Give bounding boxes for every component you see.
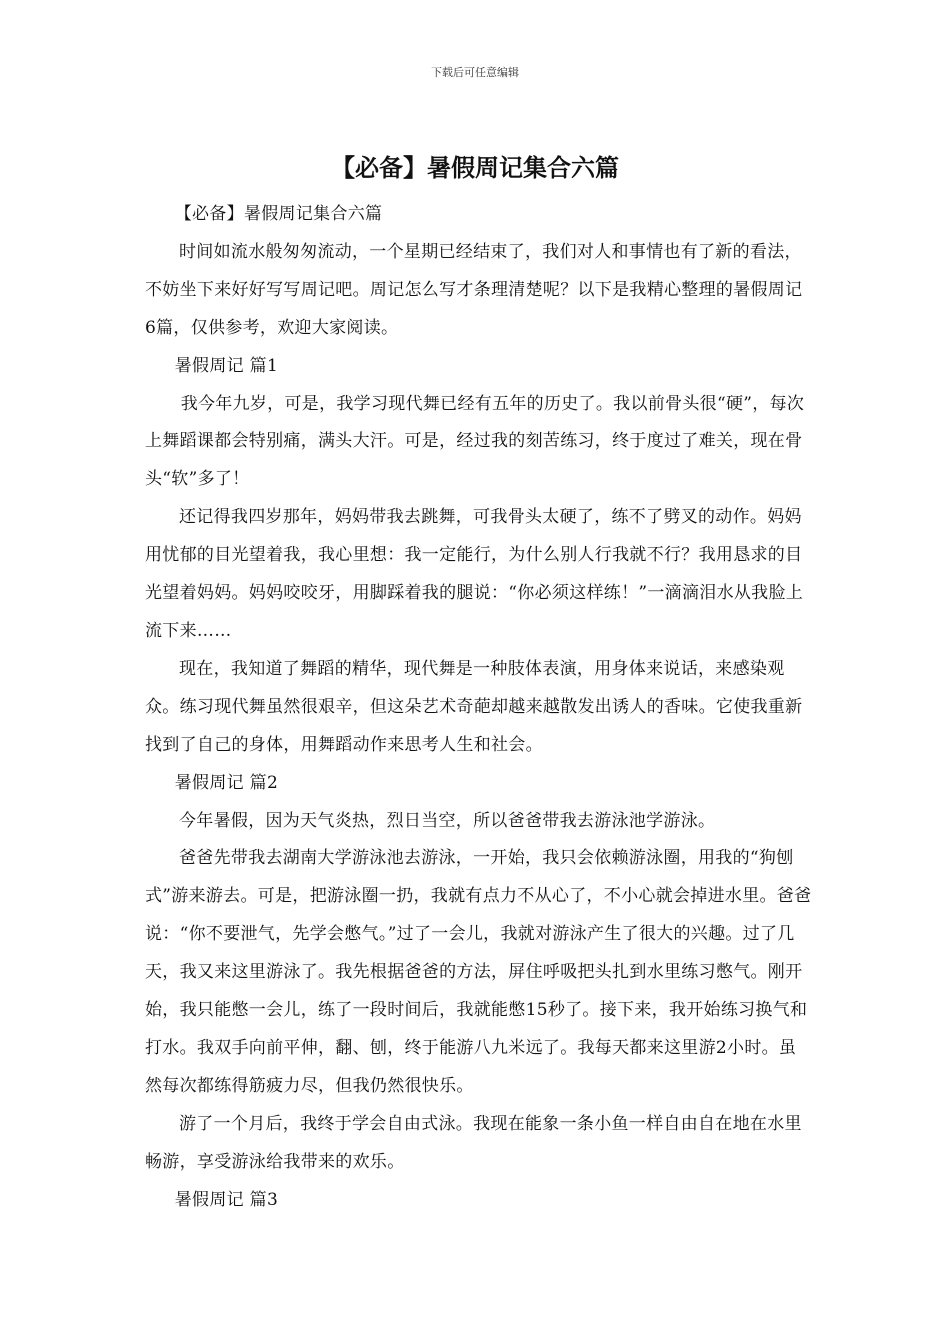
document-title: 【必备】暑假周记集合六篇	[331, 153, 619, 182]
header-note: 下载后可任意编辑	[431, 66, 519, 79]
section-heading-1: 暑假周记 篇1	[174, 355, 279, 376]
body-paragraph: 现在，我知道了舞蹈的精华，现代舞是一种肢体表演，用身体来说话，来感染观众。练习现代舞虽然很艰辛，但这朵艺术奇葩却越来越散发出诱人的香味。它使我重新找到了自己的身体，用舞蹈动作来思考人生和社会。	[145, 658, 803, 755]
body-paragraph: 今年暑假，因为天气炎热，烈日当空，所以爸爸带我去游泳池学游泳。	[179, 810, 716, 831]
document-body	[145, 196, 813, 1219]
subtitle-paragraph: 【必备】暑假周记集合六篇	[174, 204, 383, 224]
section-heading-3: 暑假周记 篇3	[174, 1189, 279, 1210]
intro-paragraph: 时间如流水般匆匆流动，一个星期已经结束了，我们对人和事情也有了新的看法，不妨坐下来好好写写周记吧。周记怎么写才条理清楚呢？以下是我精心整理的暑假周记6篇，仅供参考，欢迎大家阅读。	[145, 241, 803, 338]
section-heading-2: 暑假周记 篇2	[174, 772, 279, 793]
body-paragraph: 我今年九岁，可是，我学习现代舞已经有五年的历史了。我以前骨头很“硬”，每次上舞蹈课都会特别痛，满头大汗。可是，经过我的刻苦练习，终于度过了难关，现在骨头“软”多了！	[145, 393, 805, 490]
body-paragraph: 还记得我四岁那年，妈妈带我去跳舞，可我骨头太硬了，练不了劈叉的动作。妈妈用忧郁的目光望着我，我心里想：我一定能行，为什么别人行我就不行？我用恳求的目光望着妈妈。妈妈咬咬牙，用脚踩着我的腿说：“你必须这样练！”一滴滴泪水从我脸上流下来……	[145, 507, 804, 641]
body-paragraph: 游了一个月后，我终于学会自由式泳。我现在能象一条小鱼一样自由自在地在水里畅游，享受游泳给我带来的欢乐。	[145, 1113, 802, 1172]
body-paragraph: 爸爸先带我去湖南大学游泳池去游泳，一开始，我只会依赖游泳圈，用我的“狗刨式”游来游去。可是，把游泳圈一扔，我就有点力不从心了，不小心就会掉进水里。爸爸说：“你不要泄气，先学会憋气。”过了一会儿，我就对游泳产生了很大的兴趣。过了几天，我又来这里游泳了。我先根据爸爸的方法，屏住呼吸把头扎到水里练习憋气。刚开始，我只能憋一会儿，练了一段时间后，我就能憋15秒了。接下来，我开始练习换气和打水。我双手向前平伸，翻、刨，终于能游八九米远了。我每天都来这里游2小时。虽然每次都练得筋疲力尽，但我仍然很快乐。	[145, 848, 812, 1096]
